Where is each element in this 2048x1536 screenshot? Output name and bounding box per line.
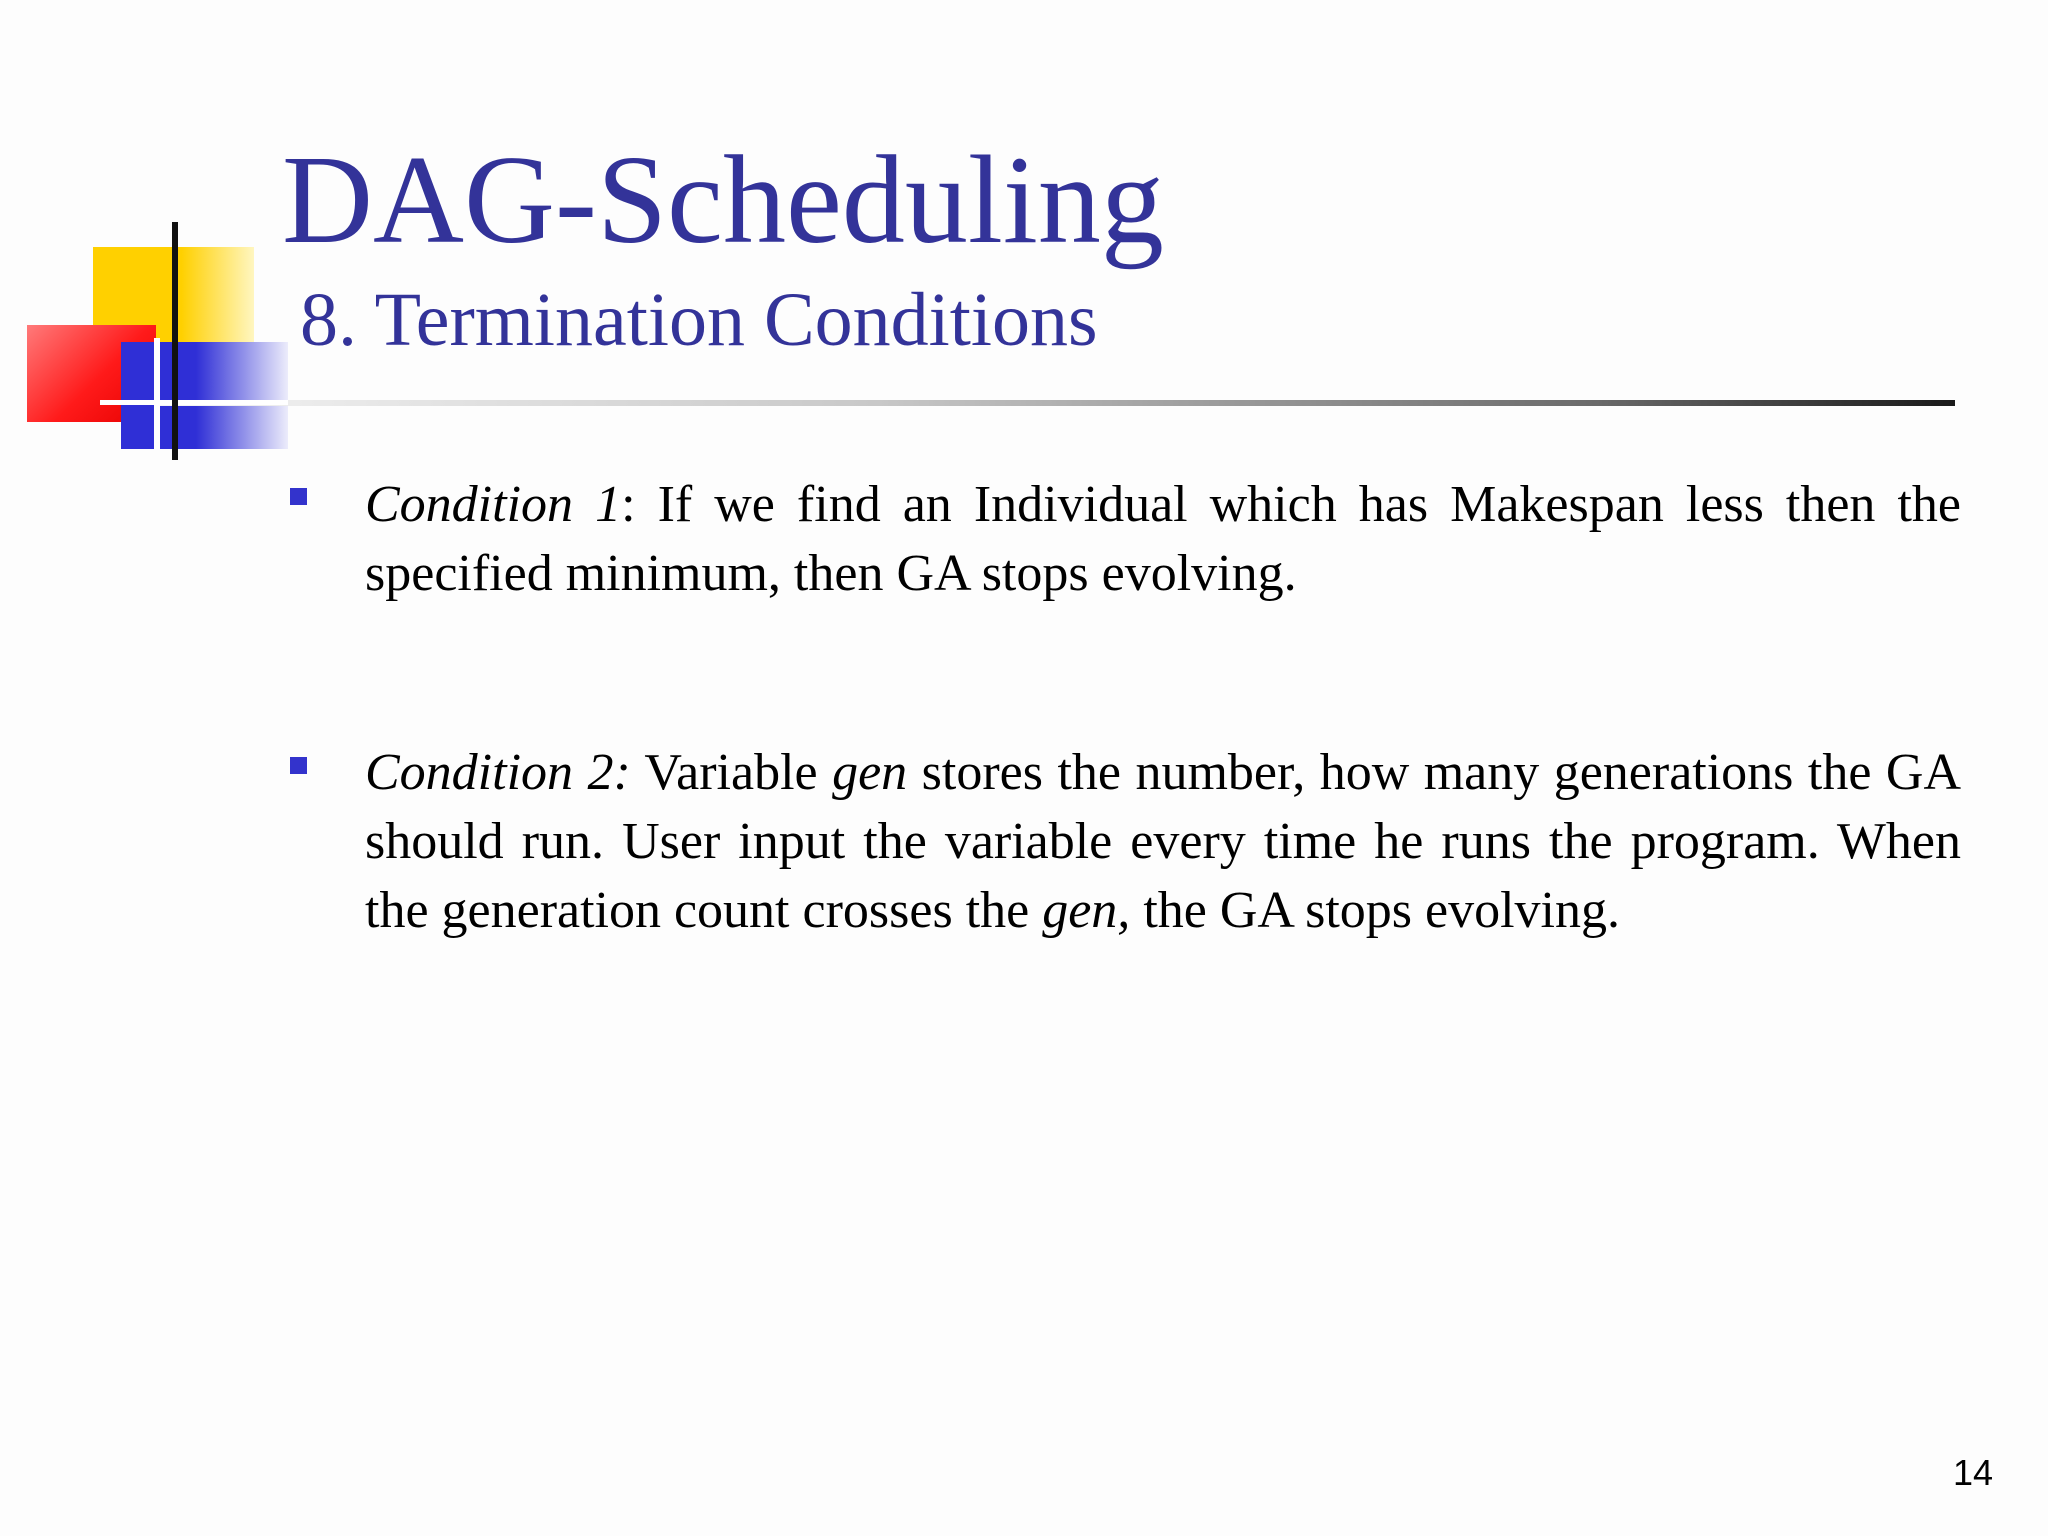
condition-2-variable-2: gen, (1042, 882, 1131, 939)
slide-title: DAG-Scheduling (282, 131, 1164, 270)
condition-1-label: Condition 1 (365, 476, 622, 533)
bullet-square-icon (290, 757, 307, 774)
page-number: 14 (1952, 1452, 1993, 1493)
bullet-square-icon (290, 488, 307, 505)
logo-blue-square (121, 342, 288, 449)
condition-2-text-c: the GA stops evolving. (1130, 882, 1620, 939)
bullet-condition-1 (365, 470, 1961, 608)
title-underline-rule (160, 400, 1955, 406)
condition-2-text-a: Variable (630, 744, 833, 801)
condition-2-text-b: stores the number, how many generations the GA should run. User input the variable every time he runs the program. When the generation count crosses the (365, 744, 1962, 939)
logo-white-horizontal-line (100, 400, 288, 405)
bullet-condition-2 (365, 738, 1961, 945)
condition-2-label: Condition 2: (365, 744, 631, 801)
condition-1-text: If we find an Individual which has Makespan less then the specified minimum, then GA stops evolving. (365, 476, 1962, 602)
logo-white-vertical-line (154, 338, 160, 450)
condition-1-separator: : (621, 476, 658, 533)
logo-black-vertical-line (172, 222, 178, 460)
slide-subtitle: 8. Termination Conditions (300, 278, 1098, 362)
condition-2-variable: gen (832, 744, 908, 801)
